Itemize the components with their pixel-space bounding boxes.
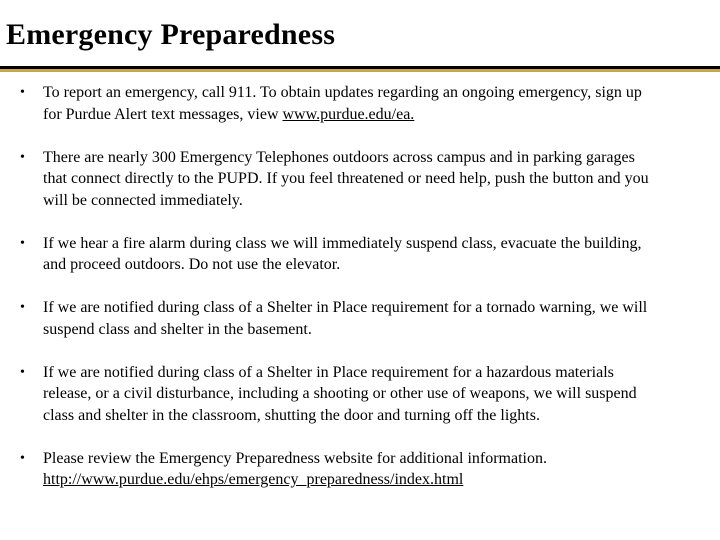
bullet-glyph: •: [20, 450, 25, 466]
title-underline: [0, 66, 720, 72]
bullet-item-tornado-shelter: [20, 297, 660, 340]
bullet-text: There are nearly 300 Emergency Telephones outdoors across campus and in parking garages that connect directly to the PUPD. If you feel threatened or need help, push the button and you will be connected immediately.: [43, 148, 649, 209]
bullet-item-emergency-telephones: [20, 147, 660, 212]
bullet-glyph: •: [20, 300, 25, 315]
bullet-item-hazardous-shelter: [20, 362, 660, 427]
purdue-ea-link[interactable]: www.purdue.edu/ea.: [282, 105, 415, 123]
page-title: Emergency Preparedness: [6, 18, 336, 51]
bullet-item-fire-alarm: [20, 233, 660, 276]
title-underline-gold: [0, 69, 720, 72]
bullet-text: To report an emergency, call 911. To obtain updates regarding an ongoing emergency, sign up for Purdue Alert text messages, view: [43, 84, 642, 123]
bullet-glyph: •: [20, 149, 25, 165]
bullet-text: If we hear a fire alarm during class we will immediately suspend class, evacuate the building, and proceed outdoors. Do not use the elevator.: [43, 234, 642, 273]
bullet-glyph: •: [20, 235, 25, 251]
bullet-glyph: •: [20, 364, 25, 380]
bullet-text: Please review the Emergency Preparedness website for additional information.: [43, 449, 547, 467]
bullet-text: If we are notified during class of a Shelter in Place requirement for a tornado warning, we will suspend class and shelter in the basement.: [43, 299, 648, 338]
bullet-item-review-website: [20, 448, 660, 491]
bullet-item-report-emergency: [20, 82, 660, 125]
bullet-text: If we are notified during class of a Shelter in Place requirement for a hazardous materials release, or a civil disturbance, including a shooting or other use of weapons, we will suspend class and shelter in the classroom, shutting the door and turning off the lights.: [43, 363, 637, 424]
emergency-preparedness-link[interactable]: http://www.purdue.edu/ehps/emergency_preparedness/index.html: [43, 471, 464, 488]
bullet-list: [20, 82, 660, 512]
bullet-glyph: •: [20, 85, 25, 100]
